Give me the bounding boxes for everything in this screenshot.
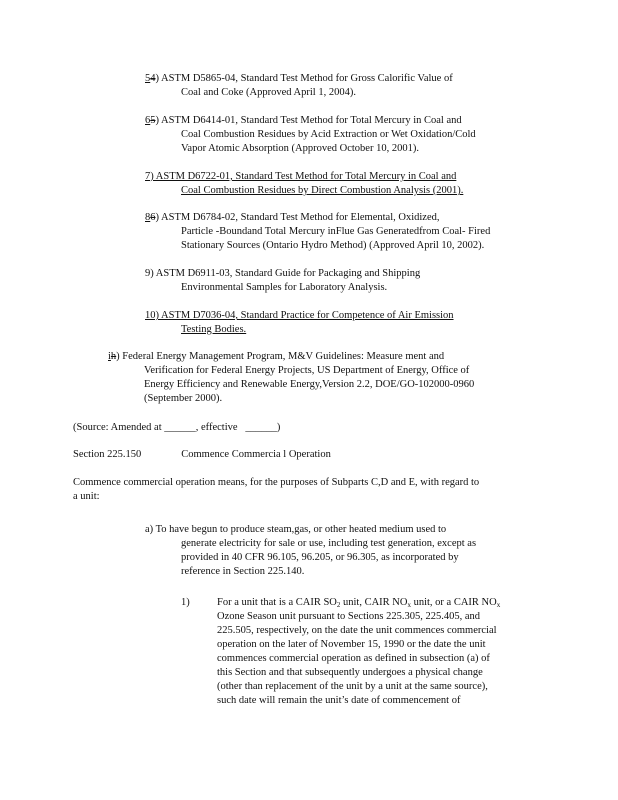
reference-item	[145, 72, 453, 100]
reference-item-inserted	[145, 170, 463, 198]
item-1-line: this Section and that subsequently undergoes a physical change	[217, 667, 483, 678]
section-title: Commence Commercia l Operation	[181, 449, 331, 460]
deleted-number: 4	[150, 73, 156, 84]
reference-line: 54) ASTM D5865-04, Standard Test Method for Gross Calorific Value of	[145, 73, 453, 84]
blank-date: ______	[245, 422, 277, 433]
reference-line: Vapor Atomic Absorption (Approved October 10, 2001).	[181, 143, 419, 154]
subscript: 2	[336, 601, 341, 609]
reference-item	[145, 267, 420, 295]
federal-line: (September 2000).	[144, 393, 223, 404]
deleted-number: 6	[150, 212, 156, 223]
reference-line: 9) ASTM D6911-03, Standard Guide for Packaging and Shipping	[145, 268, 421, 279]
item-1-line: such date will remain the unit’s date of commencement of	[217, 695, 461, 706]
reference-item	[145, 211, 490, 253]
reference-line: 10) ASTM D7036-04, Standard Practice for Competence of Air Emission	[145, 310, 454, 321]
federal-line: Energy Efficiency and Renewable Energy,Version 2.2, DOE/GO-102000-0960	[144, 379, 475, 390]
blank-date: ______	[164, 422, 196, 433]
definition-line: a unit:	[73, 491, 100, 502]
federal-line: Verification for Federal Energy Projects, US Department of Energy, Office of	[144, 365, 470, 376]
subsection-a	[145, 523, 476, 579]
item-1-line: Ozone Season unit pursuant to Sections 225.305, 225.405, and	[217, 611, 481, 622]
inserted-number: 6	[145, 115, 151, 126]
item-1-line: (other than replacement of the unit by a unit at the same source),	[217, 681, 488, 692]
deleted-number: 5	[150, 115, 156, 126]
reference-line: Coal Combustion Residues by Acid Extraction or Wet Oxidation/Cold	[181, 129, 476, 140]
federal-line: ih) Federal Energy Management Program, M&V Guidelines: Measure ment and	[108, 351, 445, 362]
subsection-line: reference in Section 225.140.	[181, 566, 305, 577]
item-1-line: For a unit that is a CAIR $SO_2$ unit, CAIR $NO_x$ unit, or a CAIR $NO_x$	[217, 597, 501, 609]
reference-line: Coal and Coke (Approved April 1, 2004).	[181, 87, 356, 98]
subscript: x	[496, 601, 501, 609]
reference-line: Particle -Boundand Total Mercury inFlue Gas Generatedfrom Coal- Fired	[181, 226, 491, 237]
deleted-label: h	[110, 351, 117, 362]
section-heading	[73, 448, 331, 462]
item-1-body	[217, 596, 500, 708]
item-1-line: 225.505, respectively, on the date the unit commences commercial	[217, 625, 497, 636]
reference-item-inserted	[145, 309, 454, 337]
source-note: (Source: Amended at ______, effective ______)	[73, 422, 281, 433]
reference-line: 7) ASTM D6722-01, Standard Test Method for Total Mercury in Coal and	[145, 171, 457, 182]
federal-guidelines-item	[108, 350, 474, 406]
inserted-number: 5	[145, 73, 151, 84]
reference-line: 86) ASTM D6784-02, Standard Test Method for Elemental, Oxidized,	[145, 212, 440, 223]
definition-paragraph	[73, 476, 479, 504]
item-1-line: operation on the later of November 15, 1990 or the date the unit	[217, 639, 486, 650]
reference-line: Stationary Sources (Ontario Hydro Method) (Approved April 10, 2002).	[181, 240, 485, 251]
subsection-line: generate electricity for sale or use, including test generation, except as	[181, 538, 477, 549]
reference-line: Environmental Samples for Laboratory Analysis.	[181, 282, 388, 293]
reference-line: Coal Combustion Residues by Direct Combustion Analysis (2001).	[181, 185, 464, 196]
reference-item	[145, 114, 476, 156]
item-1-label: 1)	[181, 597, 190, 608]
subscript: x	[407, 601, 411, 609]
inserted-number: 8	[145, 212, 151, 223]
definition-line: Commence commercial operation means, for the purposes of Subparts C,D and E, with regard to	[73, 477, 480, 488]
item-1-line: commences commercial operation as defined in subsection (a) of	[217, 653, 490, 664]
subsection-line: provided in 40 CFR 96.105, 96.205, or 96.305, as incorporated by	[181, 552, 459, 563]
inserted-label: i	[108, 351, 111, 362]
section-number: Section 225.150	[73, 449, 142, 460]
subsection-line: a) To have begun to produce steam,gas, or other heated medium used to	[145, 524, 447, 535]
reference-line: Testing Bodies.	[181, 324, 247, 335]
reference-line: 65) ASTM D6414-01, Standard Test Method for Total Mercury in Coal and	[145, 115, 462, 126]
